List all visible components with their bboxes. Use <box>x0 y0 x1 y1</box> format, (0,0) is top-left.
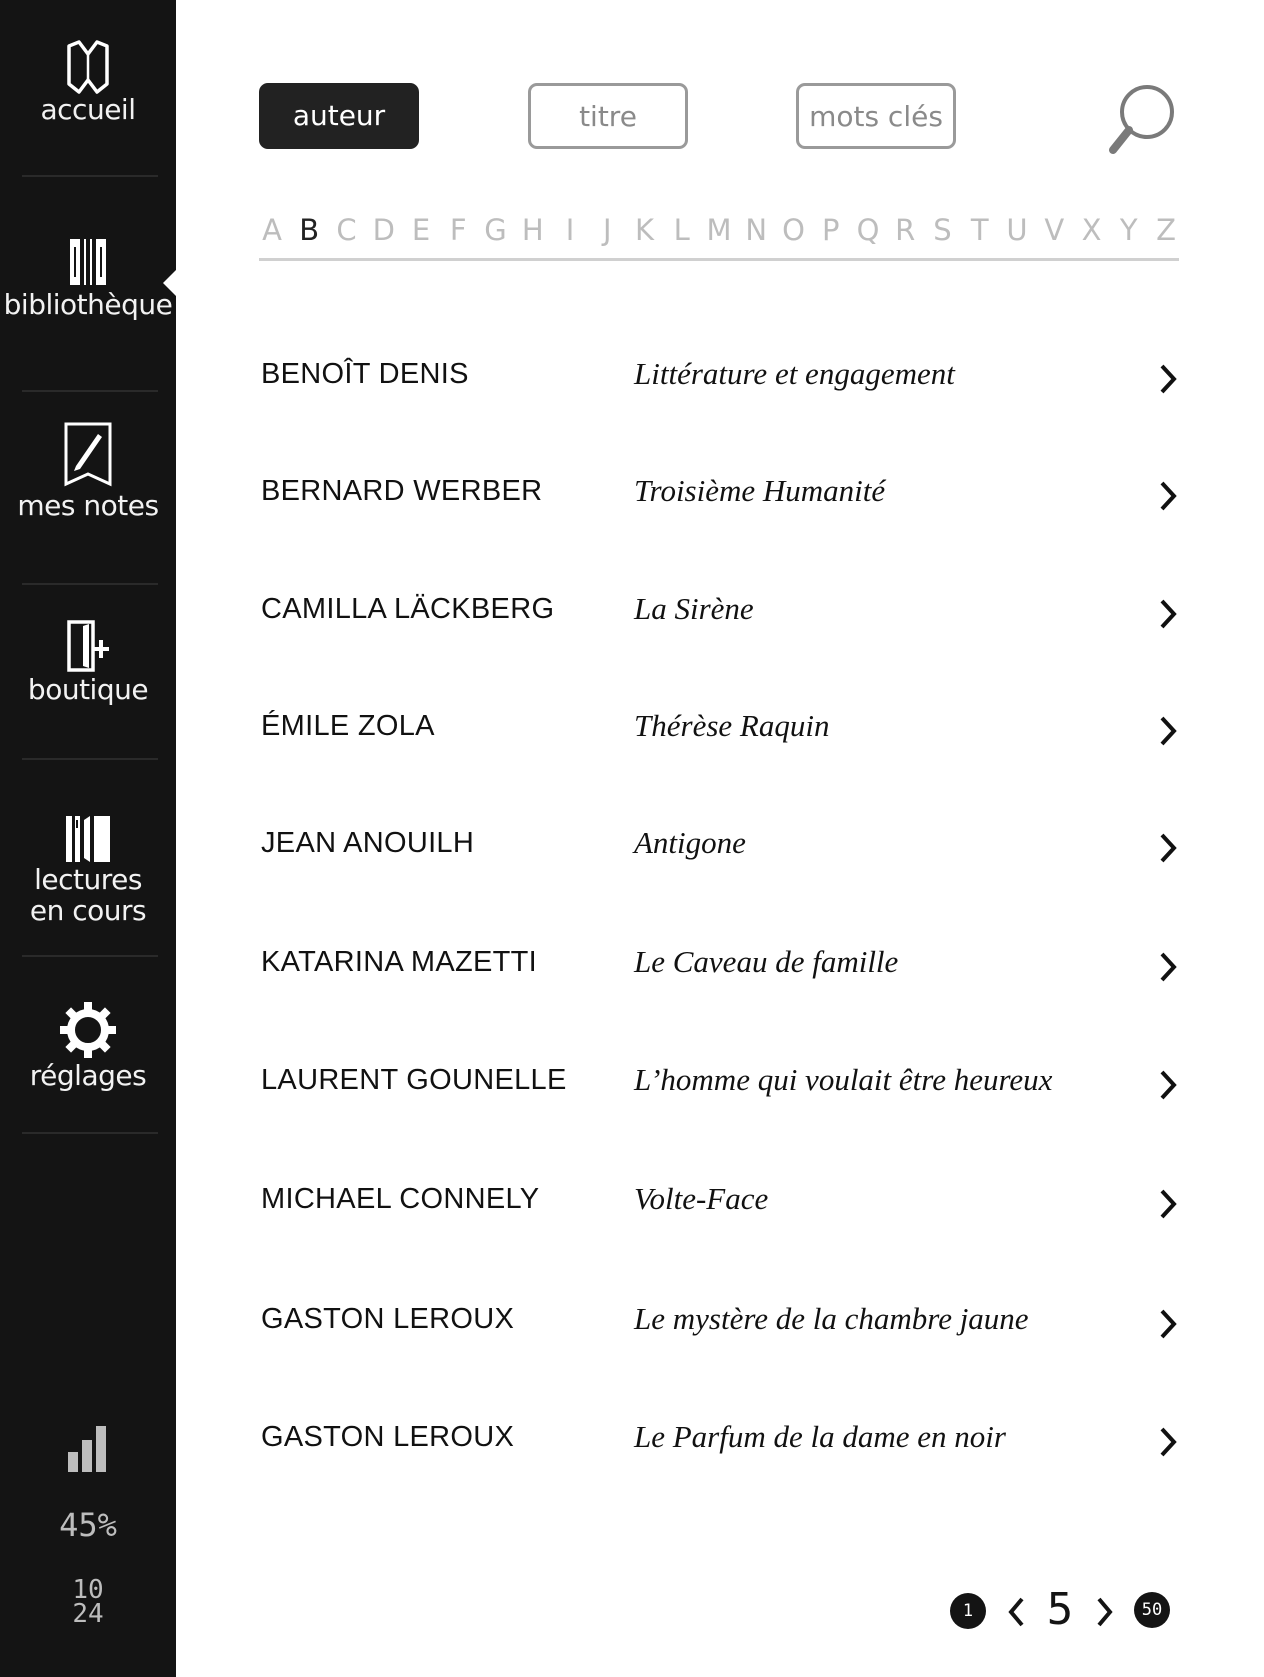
sidebar-item-label: bibliothèque <box>3 288 173 321</box>
chevron-right-icon[interactable] <box>1157 597 1179 631</box>
sidebar-item-accueil[interactable] <box>0 40 176 125</box>
book-row[interactable] <box>259 934 1179 994</box>
alphabet-letter-q[interactable]: Q <box>856 213 880 247</box>
book-author: GASTON LEROUX <box>261 1303 515 1335</box>
book-title: Littérature et engagement <box>634 356 955 391</box>
alphabet-letter-n[interactable]: N <box>745 213 768 247</box>
battery-level: 45% <box>59 1506 117 1544</box>
sidebar <box>0 0 176 1677</box>
current-page: 5 <box>1046 1584 1074 1635</box>
sidebar-item-mes-notes[interactable] <box>0 420 176 521</box>
book-title: Thérèse Raquin <box>634 708 830 743</box>
filter-title-button[interactable]: titre <box>528 83 688 149</box>
book-row[interactable] <box>259 1052 1179 1112</box>
chevron-right-icon[interactable] <box>1157 479 1179 513</box>
clock: 10 24 <box>72 1575 104 1629</box>
chevron-right-icon[interactable] <box>1157 714 1179 748</box>
active-indicator <box>163 270 176 296</box>
book-title: Le mystère de la chambre jaune <box>634 1301 1029 1336</box>
sidebar-item-label: accueil <box>40 93 136 126</box>
alphabet-letter-j[interactable]: J <box>602 213 612 247</box>
sidebar-item-label: réglages <box>29 1059 147 1092</box>
alphabet-letter-i[interactable]: I <box>565 213 575 247</box>
book-row[interactable] <box>259 346 1179 406</box>
gear-icon <box>58 1000 118 1060</box>
alphabet-letter-u[interactable]: U <box>1006 213 1028 247</box>
book-row[interactable] <box>259 1171 1179 1231</box>
book-author: CAMILLA LÄCKBERG <box>261 593 555 625</box>
chevron-right-icon[interactable] <box>1157 1187 1179 1221</box>
alphabet-letter-e[interactable]: E <box>411 213 431 247</box>
alphabet-letter-m[interactable]: M <box>706 213 732 247</box>
alphabet-letter-y[interactable]: Y <box>1119 213 1138 247</box>
book-row[interactable] <box>259 698 1179 758</box>
book-author: LAURENT GOUNELLE <box>261 1064 567 1096</box>
chevron-right-icon[interactable] <box>1157 831 1179 865</box>
last-page-button[interactable]: 50 <box>1134 1592 1170 1628</box>
first-page-button[interactable]: 1 <box>950 1593 986 1629</box>
sidebar-item-reglages[interactable] <box>0 1000 176 1091</box>
book-title: L’homme qui voulait être heureux <box>634 1062 1053 1097</box>
divider <box>22 1132 158 1134</box>
book-row[interactable] <box>259 463 1179 523</box>
filter-keywords-button[interactable]: mots clés <box>796 83 956 149</box>
alphabet-letter-f[interactable]: F <box>449 213 467 247</box>
chevron-right-icon[interactable] <box>1157 1068 1179 1102</box>
sidebar-item-label: boutique <box>27 673 149 706</box>
alphabet-letter-s[interactable]: S <box>933 213 952 247</box>
alphabet-letter-k[interactable]: K <box>634 213 655 247</box>
sidebar-item-label: mes notes <box>17 489 159 522</box>
book-row[interactable] <box>259 1409 1179 1469</box>
search-icon[interactable] <box>1105 80 1181 156</box>
alphabet-letter-v[interactable]: V <box>1044 213 1065 247</box>
previous-page-icon[interactable] <box>1006 1595 1028 1629</box>
book-author: KATARINA MAZETTI <box>261 946 538 978</box>
alphabet-letter-z[interactable]: Z <box>1156 213 1176 247</box>
chevron-right-icon[interactable] <box>1157 1307 1179 1341</box>
divider <box>22 390 158 392</box>
sidebar-item-label: lectures en cours <box>29 863 147 927</box>
book-title: Le Caveau de famille <box>634 944 899 979</box>
sidebar-item-boutique[interactable] <box>0 618 176 705</box>
sidebar-item-bibliotheque[interactable] <box>0 235 176 320</box>
alphabet-letter-d[interactable]: D <box>372 213 395 247</box>
alphabet-letter-l[interactable]: L <box>673 213 690 247</box>
divider <box>22 758 158 760</box>
chevron-right-icon[interactable] <box>1157 950 1179 984</box>
store-door-icon <box>63 618 113 674</box>
book-title: Le Parfum de la dame en noir <box>634 1419 1006 1454</box>
book-author: BENOÎT DENIS <box>261 358 469 390</box>
alphabet-letter-b[interactable]: B <box>299 213 320 247</box>
book-row[interactable] <box>259 1291 1179 1351</box>
alphabet-underline <box>259 258 1179 261</box>
book-title: Antigone <box>634 825 746 860</box>
book-author: GASTON LEROUX <box>261 1421 515 1453</box>
book-author: ÉMILE ZOLA <box>261 710 435 742</box>
alphabet-letter-h[interactable]: H <box>521 213 544 247</box>
alphabet-letter-a[interactable]: A <box>262 213 282 247</box>
alphabet-letter-r[interactable]: R <box>895 213 916 247</box>
alphabet-letter-p[interactable]: P <box>822 213 840 247</box>
divider <box>22 175 158 177</box>
filter-author-button[interactable]: auteur <box>259 83 419 149</box>
book-author: JEAN ANOUILH <box>261 827 475 859</box>
alphabet-letter-x[interactable]: X <box>1081 213 1102 247</box>
next-page-icon[interactable] <box>1093 1595 1115 1629</box>
alphabet-letter-o[interactable]: O <box>782 213 805 247</box>
book-title: La Sirène <box>634 591 754 626</box>
book-title: Troisième Humanité <box>634 473 886 508</box>
alphabet-letter-c[interactable]: C <box>336 213 357 247</box>
book-title: Volte-Face <box>634 1181 769 1216</box>
sidebar-item-lectures-en-cours[interactable] <box>0 812 176 926</box>
alphabet-index <box>259 213 1179 247</box>
chevron-right-icon[interactable] <box>1157 362 1179 396</box>
divider <box>22 583 158 585</box>
alphabet-letter-g[interactable]: G <box>484 213 507 247</box>
alphabet-letter-t[interactable]: T <box>970 213 989 247</box>
pencil-note-icon <box>62 420 114 490</box>
signal-bars-icon <box>66 1426 110 1472</box>
book-row[interactable] <box>259 581 1179 641</box>
book-open-icon <box>65 40 111 94</box>
chevron-right-icon[interactable] <box>1157 1425 1179 1459</box>
book-author: BERNARD WERBER <box>261 475 543 507</box>
book-row[interactable] <box>259 815 1179 875</box>
divider <box>22 955 158 957</box>
books-in-progress-icon <box>64 812 112 864</box>
book-author: MICHAEL CONNELY <box>261 1183 540 1215</box>
library-icon <box>66 235 110 289</box>
